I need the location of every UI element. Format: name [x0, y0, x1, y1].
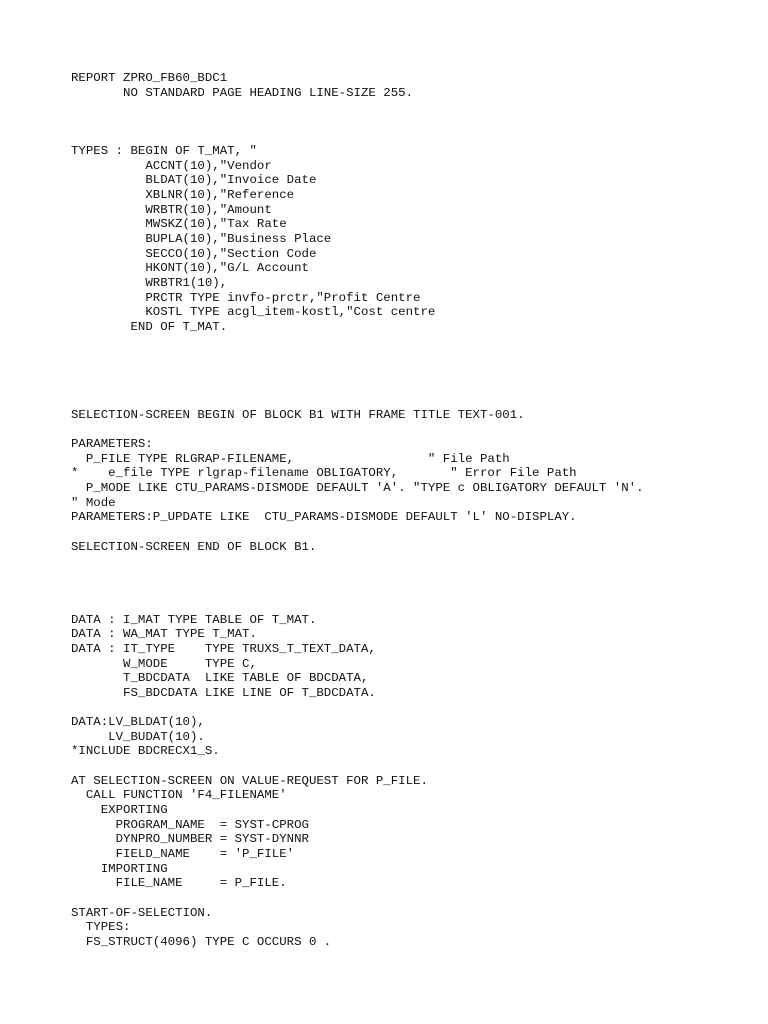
code-line: WRBTR1(10), — [71, 275, 228, 290]
code-line: END OF T_MAT. — [71, 319, 228, 334]
code-line — [71, 891, 761, 906]
code-line — [71, 393, 761, 408]
code-line: W_MODE TYPE C, — [71, 656, 257, 671]
code-line — [71, 115, 761, 130]
code-line — [71, 364, 761, 379]
code-line: DATA:LV_BLDAT(10), — [71, 715, 205, 730]
code-line — [71, 569, 761, 584]
code-line: FIELD_NAME = 'P_FILE' — [71, 846, 295, 861]
code-line: NO STANDARD PAGE HEADING LINE-SIZE 255. — [71, 85, 414, 100]
code-line — [71, 759, 761, 774]
code-line: FS_BDCDATA LIKE LINE OF T_BDCDATA. — [71, 685, 376, 700]
code-line: DYNPRO_NUMBER = SYST-DYNNR — [71, 832, 309, 847]
code-line — [71, 701, 761, 716]
code-document — [71, 71, 761, 949]
code-line: PROGRAM_NAME = SYST-CPROG — [71, 817, 309, 832]
code-line: TYPES: — [71, 920, 131, 935]
code-line: PARAMETERS:P_UPDATE LIKE CTU_PARAMS-DISMODE DEFAULT 'L' NO-DISPLAY. — [71, 510, 577, 525]
code-line: XBLNR(10),"Reference — [71, 188, 295, 203]
code-line: EXPORTING — [71, 803, 168, 818]
code-line — [71, 335, 761, 350]
code-line — [71, 100, 761, 115]
code-line — [71, 525, 761, 540]
code-line — [71, 554, 761, 569]
code-line: WRBTR(10),"Amount — [71, 202, 272, 217]
code-line: * e_file TYPE rlgrap-filename OBLIGATORY, " Error File Path — [71, 466, 577, 481]
code-line: FILE_NAME = P_FILE. — [71, 876, 287, 891]
code-line: FS_STRUCT(4096) TYPE C OCCURS 0 . — [71, 934, 332, 949]
code-line: PRCTR TYPE invfo-prctr,"Profit Centre — [71, 290, 421, 305]
code-line: T_BDCDATA LIKE TABLE OF BDCDATA, — [71, 671, 369, 686]
code-line: DATA : IT_TYPE TYPE TRUXS_T_TEXT_DATA, — [71, 641, 376, 656]
code-line — [71, 130, 761, 145]
code-line: DATA : WA_MAT TYPE T_MAT. — [71, 627, 257, 642]
code-line: AT SELECTION-SCREEN ON VALUE-REQUEST FOR P_FILE. — [71, 773, 428, 788]
code-line: CALL FUNCTION 'F4_FILENAME' — [71, 788, 287, 803]
code-line: SECCO(10),"Section Code — [71, 246, 317, 261]
code-line — [71, 583, 761, 598]
code-line: HKONT(10),"G/L Account — [71, 261, 309, 276]
code-line: BUPLA(10),"Business Place — [71, 232, 332, 247]
code-line — [71, 378, 761, 393]
code-line: ACCNT(10),"Vendor — [71, 158, 272, 173]
code-line: LV_BUDAT(10). — [71, 729, 205, 744]
code-line — [71, 422, 761, 437]
code-line: SELECTION-SCREEN END OF BLOCK B1. — [71, 539, 317, 554]
code-line: MWSKZ(10),"Tax Rate — [71, 217, 287, 232]
code-line: P_FILE TYPE RLGRAP-FILENAME, " File Path — [71, 451, 510, 466]
code-line: BLDAT(10),"Invoice Date — [71, 173, 317, 188]
code-line: PARAMETERS: — [71, 437, 153, 452]
code-line: " Mode — [71, 495, 116, 510]
code-line: TYPES : BEGIN OF T_MAT, " — [71, 144, 257, 159]
code-line: SELECTION-SCREEN BEGIN OF BLOCK B1 WITH FRAME TITLE TEXT-001. — [71, 407, 525, 422]
code-line: START-OF-SELECTION. — [71, 905, 213, 920]
code-line: P_MODE LIKE CTU_PARAMS-DISMODE DEFAULT 'A'. "TYPE c OBLIGATORY DEFAULT 'N'. — [71, 480, 644, 495]
code-line — [71, 349, 761, 364]
code-line: *INCLUDE BDCRECX1_S. — [71, 744, 220, 759]
code-line: KOSTL TYPE acgl_item-kostl,"Cost centre — [71, 305, 436, 320]
code-line: REPORT ZPRO_FB60_BDC1 — [71, 71, 228, 85]
code-line: IMPORTING — [71, 861, 168, 876]
code-line — [71, 598, 761, 613]
code-line: DATA : I_MAT TYPE TABLE OF T_MAT. — [71, 612, 317, 627]
